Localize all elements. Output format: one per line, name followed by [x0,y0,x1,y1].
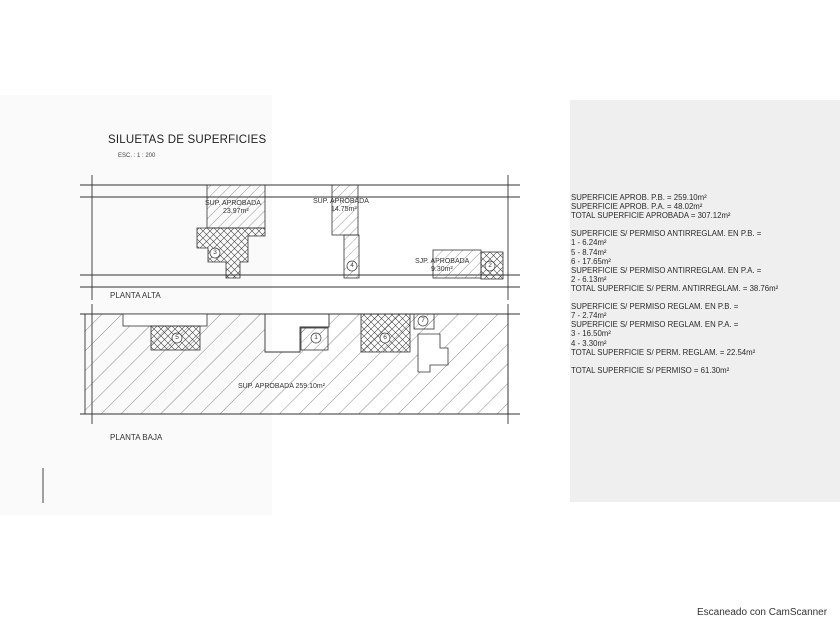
marker-2: 2 [488,262,492,269]
marker-1: 1 [314,334,318,341]
upper-area-1 [197,185,265,278]
summary-line: SUPERFICIE S/ PERMISO ANTIRREGLAM. EN P.A. = [571,265,762,275]
ground-floor-plan [80,304,520,424]
area-label-upper-2 [313,198,369,214]
ground-floor-label: PLANTA BAJA [110,433,163,442]
summary-line: SUPERFICIE APROB. P.B. = 259.10m² [571,193,707,202]
marker-3: 3 [213,249,217,256]
summary-line: 3 - 16.50m² [571,329,611,339]
marker-5: 5 [175,334,179,341]
drawing-title: SILUETAS DE SUPERFICIES [108,134,267,146]
area-label-upper-3-value: 9.30m² [431,266,453,273]
area-label-upper-3 [415,258,469,274]
summary-line: 4 - 3.30m² [571,338,607,348]
area-label-upper-2-title: SUP. APROBADA [313,198,369,205]
area-label-ground: SUP. APROBADA 259.10m² [238,383,326,390]
area-label-upper-1-value: 23.97m² [223,208,249,215]
summary-line: 1 - 6.24m² [571,238,607,248]
summary-line: SUPERFICIE S/ PERMISO REGLAM. EN P.A. = [571,320,739,330]
summary-line [571,357,778,366]
scanner-watermark: Escaneado con CamScanner [697,607,828,618]
summary-line: TOTAL SUPERFICIE APROBADA = 307.12m² [571,211,731,221]
summary-line: TOTAL SUPERFICIE S/ PERM. ANTIRREGLAM. = 38.76m² [571,283,779,293]
upper-floor-label: PLANTA ALTA [110,291,161,300]
summary-line: SUPERFICIE S/ PERMISO ANTIRREGLAM. EN P.B. = [571,229,762,239]
summary-line: 2 - 6.13m² [571,274,607,284]
summary-line [571,220,778,229]
surface-summary [571,193,778,375]
upper-floor-plan [80,175,520,300]
area-label-upper-1-title: SUP. APROBADA [205,200,261,207]
summary-line: 5 - 8.74m² [571,247,607,257]
summary-line: 7 - 2.74m² [571,311,607,321]
area-label-upper-2-value: 14.75m² [331,206,357,213]
summary-line: TOTAL SUPERFICIE S/ PERM. REGLAM. = 22.54m² [571,347,756,357]
marker-6: 6 [383,334,387,341]
summary-line: TOTAL SUPERFICIE S/ PERMISO = 61.30m² [571,365,730,375]
summary-line: SUPERFICIE APROB. P.A. = 48.02m² [571,202,703,212]
summary-line [571,293,778,302]
marker-7: 7 [421,317,425,324]
area-label-upper-3-title: SJP. APROBADA [415,258,470,265]
summary-line: 6 - 17.65m² [571,256,611,266]
summary-line: SUPERFICIE S/ PERMISO REGLAM. EN P.B. = [571,302,739,312]
drawing-scale: ESC. : 1 : 200 [118,153,156,159]
area-label-upper-1 [205,200,261,216]
marker-4: 4 [350,262,354,269]
